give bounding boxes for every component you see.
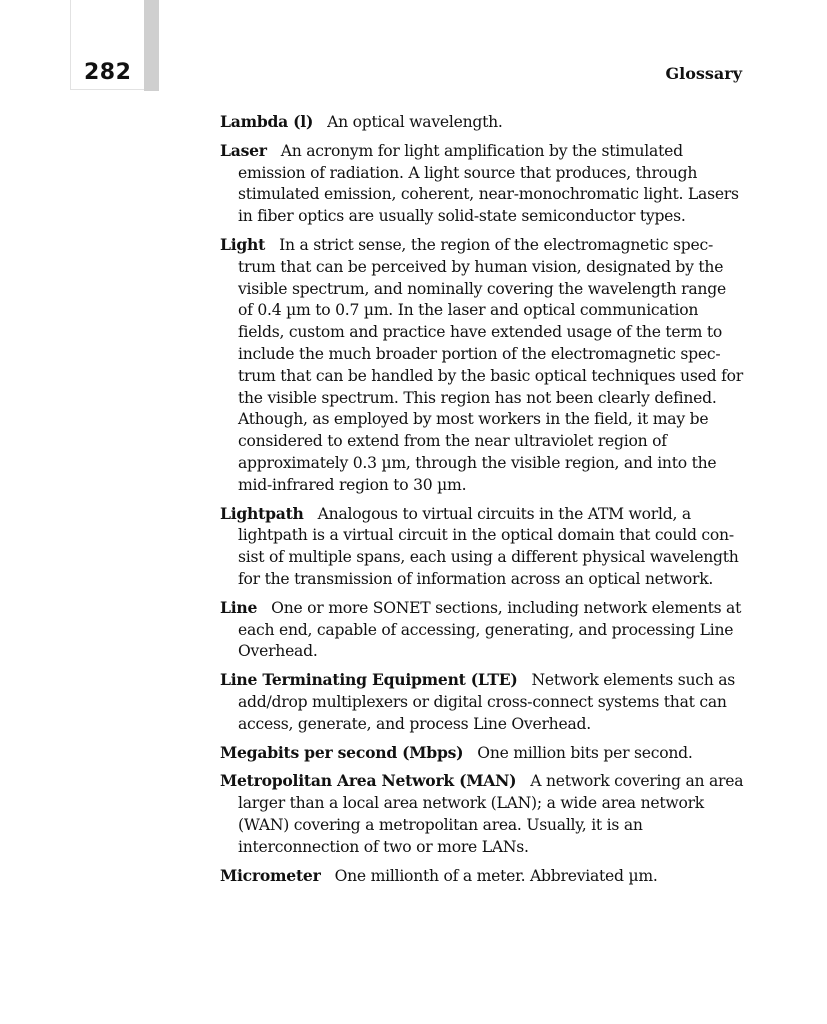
glossary-term: Lambda (l): [220, 112, 314, 131]
page-number: 282: [84, 60, 132, 85]
glossary-term: Micrometer: [220, 865, 321, 885]
glossary-definition: One or more SONET sections, including network elements at each end, capable of accessing, generating, and processing Line Overhead.: [238, 598, 742, 661]
glossary-entry-man: [220, 770, 745, 858]
glossary-definition: One million bits per second.: [477, 743, 693, 762]
glossary-list: [220, 111, 745, 893]
glossary-term: Line: [220, 597, 258, 617]
glossary-definition: In a strict sense, the region of the electromagnetic spec-trum that can be perceived by human vision, designated by the visible spectrum, and nominally covering the wavelength range of 0.4 µm to 0.7 µm. In the laser and optical communication fields, custom and practice have extended usage of the term to include the much broader portion of the electromagnetic spec-trum that can be handled by the basic optical techniques used for the visible spectrum. This region has not been clearly defined. Athough, as employed by most workers in the field, it may be considered to extend from the near ultraviolet region of approximately 0.3 µm, through the visible region, and into the mid-infrared region to 30 µm.: [238, 235, 743, 494]
glossary-entry-lightpath: [220, 503, 745, 591]
glossary-entry-lambda: [220, 111, 745, 134]
glossary-entry-lte: [220, 669, 745, 735]
glossary-term: Megabits per second (Mbps): [220, 742, 464, 762]
glossary-definition: A network covering an area larger than a local area network (LAN); a wide area network (WAN) covering a metropolitan area. Usually, it is an interconnection of two or more LANs.: [238, 772, 744, 856]
glossary-term: Metropolitan Area Network (MAN): [220, 771, 517, 791]
glossary-term: Laser: [220, 140, 267, 160]
page-tab-bar: [144, 0, 159, 91]
glossary-entry-line: [220, 597, 745, 663]
glossary-term: Light: [220, 234, 266, 254]
glossary-entry-light: [220, 234, 745, 497]
glossary-definition: Analogous to virtual circuits in the ATM world, a lightpath is a virtual circuit in the optical domain that could con-sist of multiple spans, each using a different physical wavelength for the transmission of information across an optical network.: [238, 504, 739, 588]
glossary-definition: Network elements such as add/drop multiplexers or digital cross-connect systems that can access, generate, and process Line Overhead.: [238, 671, 736, 733]
glossary-definition: An acronym for light amplification by the stimulated emission of radiation. A light source that produces, through stimulated emission, coherent, near-monochromatic light. Lasers in fiber optics are usually solid-state semiconductor types.: [238, 141, 739, 226]
glossary-entry-laser: [220, 140, 745, 228]
glossary-term: Lightpath: [220, 503, 304, 523]
glossary-definition: An optical wavelength.: [327, 113, 503, 131]
glossary-entry-mbps: [220, 742, 745, 765]
glossary-entry-micrometer: [220, 865, 745, 888]
glossary-definition: One millionth of a meter. Abbreviated µm.: [334, 866, 658, 885]
glossary-term: Line Terminating Equipment (LTE): [220, 670, 518, 690]
running-head: Glossary: [665, 64, 742, 83]
